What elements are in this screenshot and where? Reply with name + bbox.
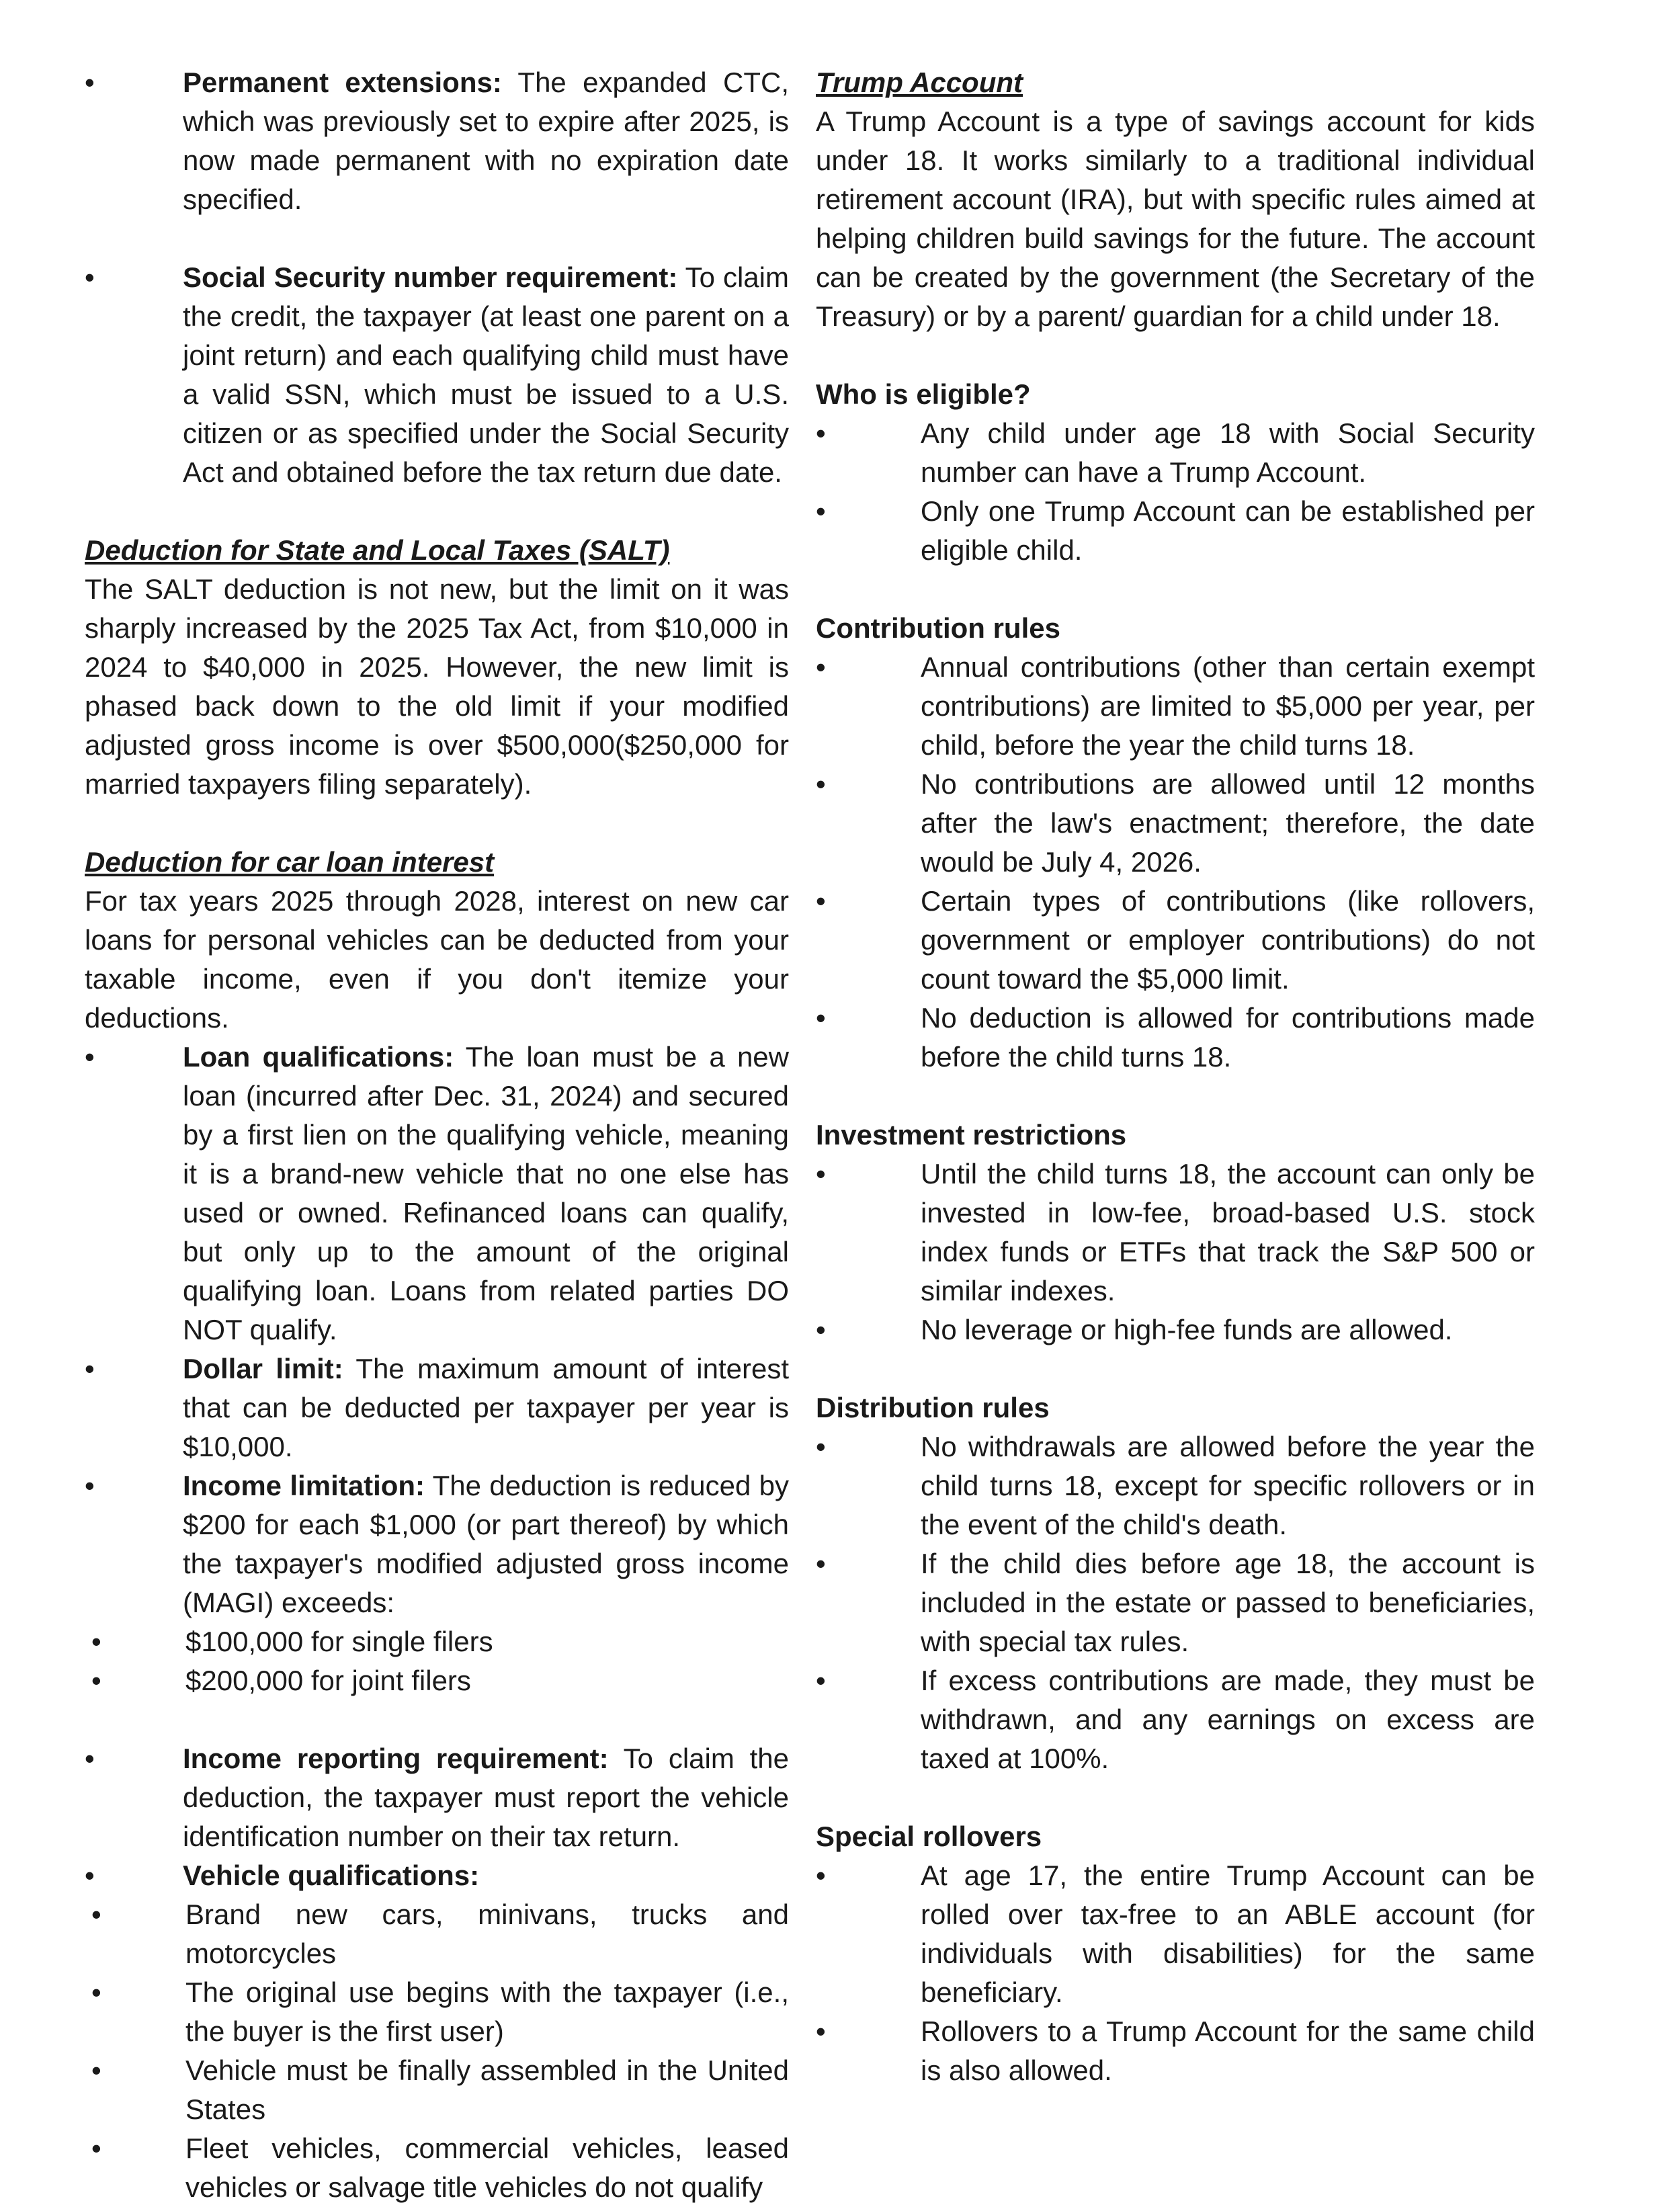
list-item: [816, 1661, 1535, 1778]
bullet-icon: •: [85, 1470, 95, 1501]
sub-list-item: [0, 2129, 789, 2207]
contribution-list: [816, 648, 1535, 1077]
bullet-icon: •: [816, 1002, 826, 1034]
item-text: $200,000 for joint filers: [185, 1665, 471, 1696]
sub-list-item: [0, 2051, 789, 2129]
distribution-heading: Distribution rules: [816, 1392, 1050, 1423]
car-loan-list-2: [85, 1739, 789, 2207]
item-label: Dollar limit:: [183, 1353, 343, 1384]
rollovers-list: [816, 1856, 1535, 2090]
bullet-icon: •: [816, 1314, 826, 1345]
item-text: No contributions are allowed until 12 months after the law's enactment; therefore, the date would be July 4, 2026.: [921, 768, 1535, 878]
bullet-icon: •: [85, 261, 95, 293]
trump-account-body: A Trump Account is a type of savings account for kids under 18. It works similarly to a traditional individual retirement account (IRA), but with specific rules aimed at helping children build savings for the future. The account can be created by the government (the Secretary of the Treasury) or by a parent/ guardian for a child under 18.: [816, 106, 1535, 332]
bullet-icon: •: [91, 2054, 101, 2086]
bullet-icon: •: [91, 1626, 101, 1657]
item-text: If excess contributions are made, they must be withdrawn, and any earnings on excess are taxed at 100%.: [921, 1665, 1535, 1774]
list-item: [816, 1544, 1535, 1661]
item-text: No withdrawals are allowed before the year the child turns 18, except for specific rollovers or in the event of the child's death.: [921, 1431, 1535, 1540]
trump-account-heading: Trump Account: [816, 67, 1023, 98]
item-text: Annual contributions (other than certain exempt contributions) are limited to $5,000 per year, per child, before the year the child turns 18.: [921, 651, 1535, 761]
car-loan-body: For tax years 2025 through 2028, interest on new car loans for personal vehicles can be deducted from your taxable income, even if you don't itemize your deductions.: [85, 885, 789, 1034]
item-text: The expanded CTC, which was previously set to expire after 2025, is now made permanent with no expiration date specified.: [183, 67, 789, 215]
item-label: Social Security number requirement:: [183, 261, 678, 293]
item-text: No deduction is allowed for contributions made before the child turns 18.: [921, 1002, 1535, 1073]
sub-list-item: [0, 1622, 789, 1661]
investment-heading: Investment restrictions: [816, 1119, 1127, 1151]
eligible-list: [816, 414, 1535, 570]
bullet-icon: •: [816, 1431, 826, 1462]
list-item: [816, 765, 1535, 882]
list-item: [816, 414, 1535, 492]
item-text: The loan must be a new loan (incurred after Dec. 31, 2024) and secured by a first lien on the qualifying vehicle, meaning it is a brand-new vehicle that no one else has used or owned. Refinanced loans can qualify, but only up to the amount of the original qualifying loan. Loans from related parties DO NOT qualify.: [183, 1041, 790, 1345]
bullet-icon: •: [816, 417, 826, 449]
list-item: [85, 258, 789, 492]
bullet-icon: •: [91, 1899, 101, 1930]
list-item: [85, 63, 789, 219]
item-text: Brand new cars, minivans, trucks and motorcycles: [185, 1899, 789, 1969]
salt-body: The SALT deduction is not new, but the limit on it was sharply increased by the 2025 Tax Act, from $10,000 in 2024 to $40,000 in 2025. However, the new limit is phased back down to the old limit if your modified adjusted gross income is over $500,000($250,000 for married taxpayers filing separately).: [85, 573, 789, 800]
car-loan-heading: Deduction for car loan interest: [85, 846, 495, 878]
bullet-icon: •: [85, 67, 95, 98]
item-label: Permanent extensions:: [183, 67, 502, 98]
bullet-icon: •: [816, 651, 826, 683]
item-text: The original use begins with the taxpayer (i.e., the buyer is the first user): [185, 1976, 789, 2047]
item-label: Income limitation:: [183, 1470, 425, 1501]
bullet-icon: •: [816, 1548, 826, 1579]
item-text: Certain types of contributions (like rollovers, government or employer contributions) do not count toward the $5,000 limit.: [921, 885, 1535, 995]
item-text: Fleet vehicles, commercial vehicles, leased vehicles or salvage title vehicles do not qualify: [185, 2132, 789, 2203]
bullet-icon: •: [85, 1041, 95, 1073]
list-item: [85, 1349, 789, 1466]
bullet-icon: •: [816, 1860, 826, 1891]
list-item: [816, 999, 1535, 1077]
bullet-icon: •: [91, 1665, 101, 1696]
item-text: The maximum amount of interest that can be deducted per taxpayer per year is $10,000.: [183, 1353, 789, 1462]
list-item: [816, 492, 1535, 570]
bullet-icon: •: [816, 1665, 826, 1696]
list-item: [816, 1310, 1535, 1349]
item-label: Income reporting requirement:: [183, 1743, 609, 1774]
list-item: [85, 1739, 789, 1856]
item-text: Rollovers to a Trump Account for the same child is also allowed.: [921, 2015, 1535, 2086]
list-item: [816, 1856, 1535, 2012]
list-item: [85, 1038, 789, 1349]
list-item: [85, 1856, 789, 1895]
contribution-heading: Contribution rules: [816, 612, 1060, 644]
item-text: To claim the deduction, the taxpayer must report the vehicle identification number on their tax return.: [183, 1743, 790, 1852]
list-item: [816, 1155, 1535, 1310]
list-item: [85, 1466, 789, 1622]
bullet-icon: •: [816, 1158, 826, 1190]
item-text: Vehicle must be finally assembled in the United States: [185, 2054, 789, 2125]
bullet-icon: •: [91, 2132, 101, 2164]
bullet-icon: •: [816, 495, 826, 527]
sub-list-item: [0, 1895, 789, 1973]
eligible-heading: Who is eligible?: [816, 378, 1031, 410]
bullet-icon: •: [85, 1743, 95, 1774]
item-text: Any child under age 18 with Social Security number can have a Trump Account.: [921, 417, 1535, 488]
item-text: At age 17, the entire Trump Account can be rolled over tax-free to an ABLE account (for individuals with disabilities) for the same beneficiary.: [921, 1860, 1535, 2008]
ctc-list: [85, 63, 789, 219]
item-text: Until the child turns 18, the account can only be invested in low-fee, broad-based U.S. stock index funds or ETFs that track the S&P 500 or similar indexes.: [921, 1158, 1535, 1306]
item-text: If the child dies before age 18, the account is included in the estate or passed to beneficiaries, with special tax rules.: [921, 1548, 1535, 1657]
investment-list: [816, 1155, 1535, 1349]
sub-list-item: [0, 1661, 789, 1700]
list-item: [816, 1427, 1535, 1544]
item-text: To claim the credit, the taxpayer (at least one parent on a joint return) and each qualifying child must have a valid SSN, which must be issued to a U.S. citizen or as specified under the Social Security Act and obtained before the tax return due date.: [183, 261, 789, 488]
salt-heading: Deduction for State and Local Taxes (SALT): [85, 534, 670, 566]
rollovers-heading: Special rollovers: [816, 1821, 1042, 1852]
bullet-icon: •: [816, 2015, 826, 2047]
left-column: [85, 63, 789, 2207]
item-text: No leverage or high-fee funds are allowed.: [921, 1314, 1453, 1345]
list-item: [816, 2012, 1535, 2090]
right-column: [816, 63, 1535, 2090]
list-item: [816, 648, 1535, 765]
bullet-icon: •: [91, 1976, 101, 2008]
bullet-icon: •: [816, 885, 826, 917]
distribution-list: [816, 1427, 1535, 1778]
item-text: The deduction is reduced by $200 for each $1,000 (or part thereof) by which the taxpayer's modified adjusted gross income (MAGI) exceeds:: [183, 1470, 790, 1618]
bullet-icon: •: [85, 1353, 95, 1384]
list-item: [816, 882, 1535, 999]
bullet-icon: •: [85, 1860, 95, 1891]
sub-list-item: [0, 1973, 789, 2051]
item-label: Vehicle qualifications:: [183, 1860, 480, 1891]
item-label: Loan qualifications:: [183, 1041, 454, 1073]
bullet-icon: •: [816, 768, 826, 800]
item-text: $100,000 for single filers: [185, 1626, 493, 1657]
item-text: Only one Trump Account can be established per eligible child.: [921, 495, 1535, 566]
car-loan-list: [85, 1038, 789, 1700]
ctc-list-2: [85, 258, 789, 492]
